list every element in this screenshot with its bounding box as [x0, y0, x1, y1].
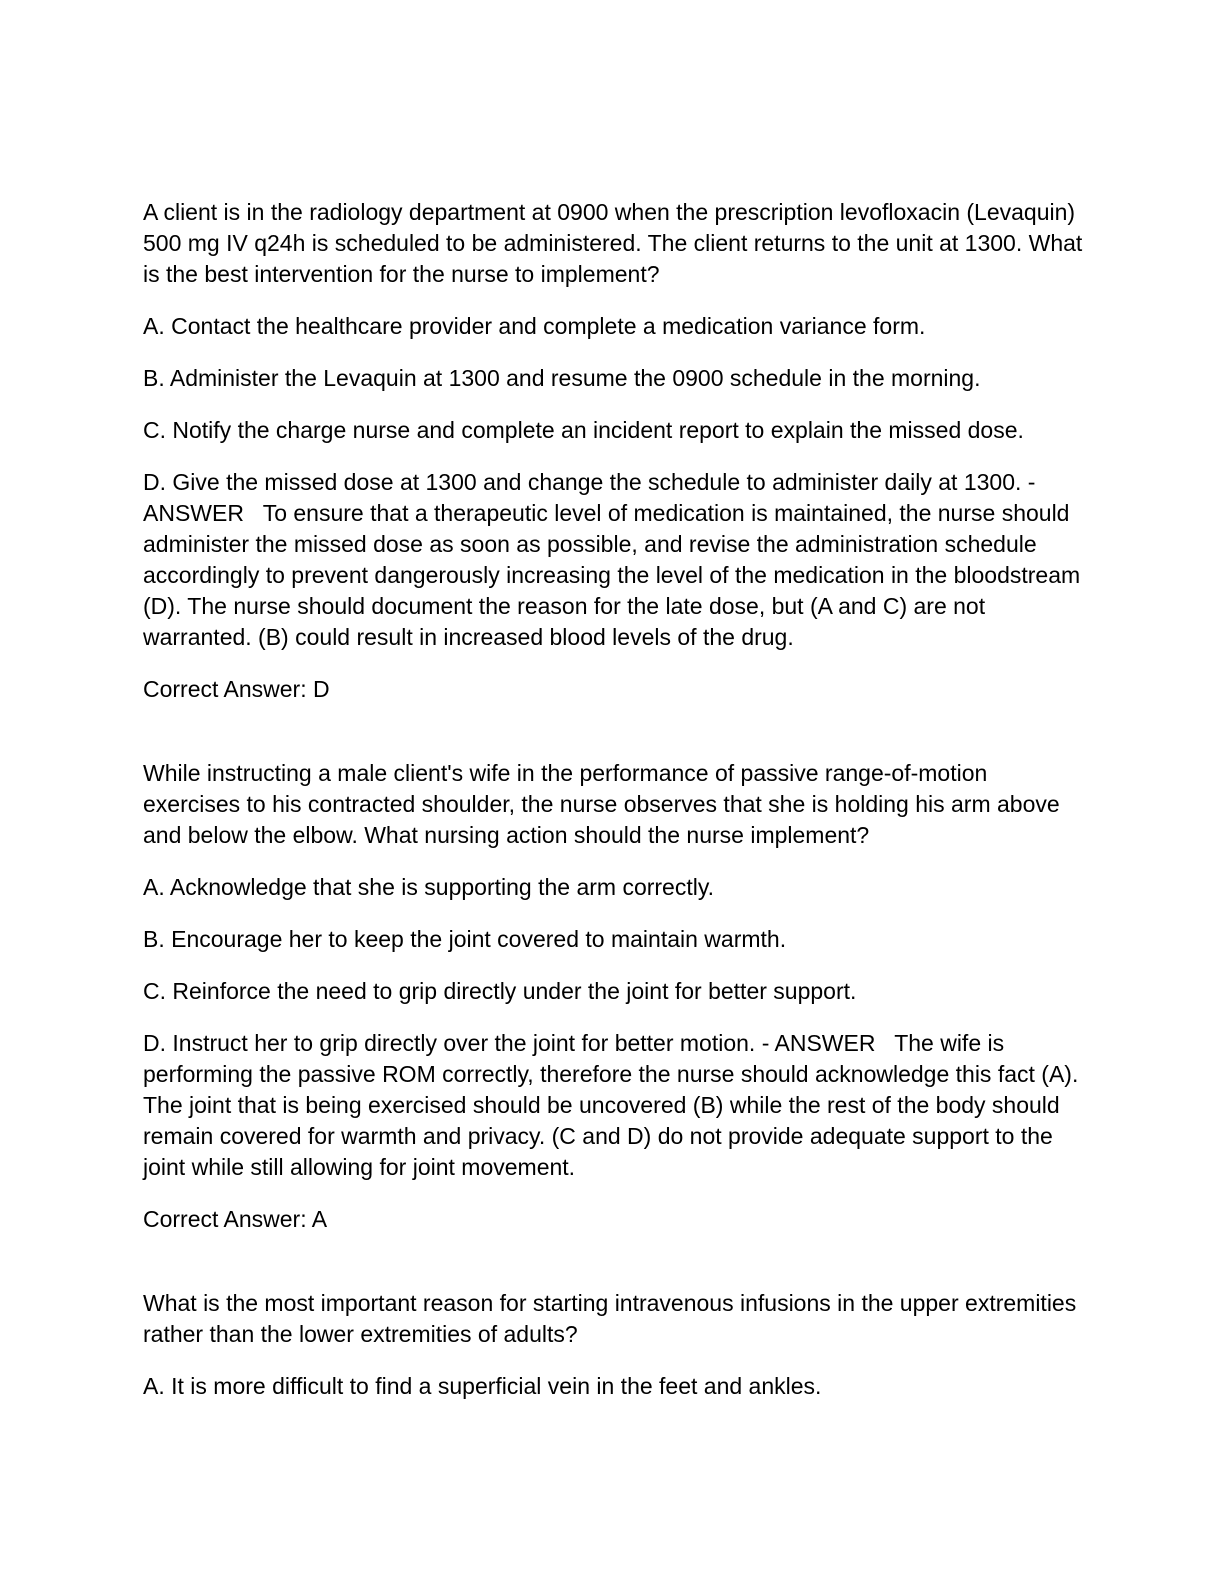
- option-a: A. Contact the healthcare provider and complete a medication variance form.: [143, 313, 926, 339]
- correct-answer-line: Correct Answer: D: [143, 676, 330, 702]
- option-d-with-rationale: D. Give the missed dose at 1300 and change the schedule to administer daily at 1300. - ANSWER To ensure that a therapeutic level of medication is maintained, the nurse should administer the missed dose as soon as possible, and revise the administration schedule accordingly to prevent dangerously increasing the level of the medication in the bloodstream (D). The nurse should document the reason for the late dose, but (A and C) are not warranted. (B) could result in increased blood levels of the drug.: [143, 469, 1087, 650]
- option-c: C. Notify the charge nurse and complete an incident report to explain the missed dose.: [143, 417, 1024, 443]
- question-stem: What is the most important reason for starting intravenous infusions in the upper extremities rather than the lower extremities of adults?: [143, 1290, 1083, 1347]
- question-block-2: [143, 758, 1088, 1235]
- option-a: A. It is more difficult to find a superficial vein in the feet and ankles.: [143, 1373, 822, 1399]
- option-c: C. Reinforce the need to grip directly under the joint for better support.: [143, 978, 857, 1004]
- question-stem: While instructing a male client's wife in the performance of passive range-of-motion exercises to his contracted shoulder, the nurse observes that she is holding his arm above and below the elbow. What nursing action should the nurse implement?: [143, 760, 1067, 848]
- option-d-with-rationale: D. Instruct her to grip directly over the joint for better motion. - ANSWER The wife is performing the passive ROM correctly, therefore the nurse should acknowledge this fact (A). The joint that is being exercised should be uncovered (B) while the rest of the body should remain covered for warmth and privacy. (C and D) do not provide adequate support to the joint while still allowing for joint movement.: [143, 1030, 1085, 1180]
- option-b: B. Administer the Levaquin at 1300 and resume the 0900 schedule in the morning.: [143, 365, 981, 391]
- question-stem: A client is in the radiology department at 0900 when the prescription levofloxacin (Levaquin) 500 mg IV q24h is scheduled to be administered. The client returns to the unit at 1300. What is the best intervention for the nurse to implement?: [143, 199, 1089, 287]
- correct-answer-line: Correct Answer: A: [143, 1206, 328, 1232]
- question-block-3: [143, 1288, 1088, 1402]
- option-a: A. Acknowledge that she is supporting the arm correctly.: [143, 874, 715, 900]
- option-b: B. Encourage her to keep the joint covered to maintain warmth.: [143, 926, 787, 952]
- question-block-1: [143, 197, 1088, 705]
